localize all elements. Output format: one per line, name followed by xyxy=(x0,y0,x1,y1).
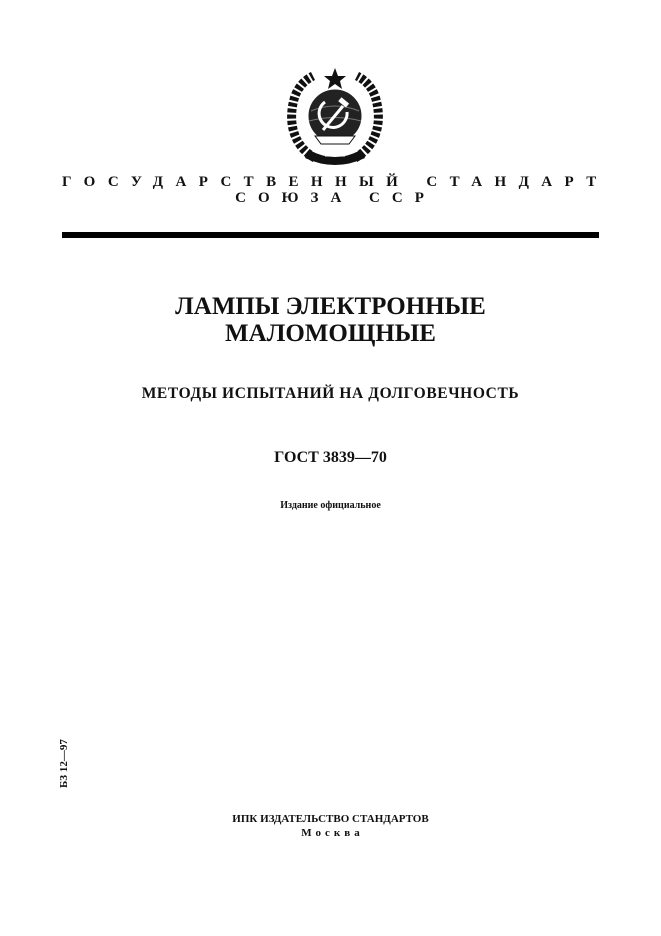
publisher-city: Москва xyxy=(301,827,364,839)
edition-label: Издание официальное xyxy=(280,500,381,511)
coat-of-arms-icon xyxy=(285,66,385,170)
side-note: БЗ 12—97 xyxy=(58,739,70,788)
document-title xyxy=(0,293,661,347)
header-ussr: СОЮЗА ССР xyxy=(235,190,436,206)
title-line-1: ЛАМПЫ ЭЛЕКТРОННЫЕ xyxy=(175,293,486,320)
header-state-standard: ГОСУДАРСТВЕННЫЙ СТАНДАРТ xyxy=(62,174,609,190)
publisher-block xyxy=(0,812,661,840)
standard-number: ГОСТ 3839—70 xyxy=(274,449,387,466)
title-line-2: МАЛОМОЩНЫЕ xyxy=(225,320,436,347)
horizontal-rule xyxy=(62,232,599,238)
publisher-name: ИПК ИЗДАТЕЛЬСТВО СТАНДАРТОВ xyxy=(232,813,429,825)
document-subtitle: МЕТОДЫ ИСПЫТАНИЙ НА ДОЛГОВЕЧНОСТЬ xyxy=(141,385,520,402)
